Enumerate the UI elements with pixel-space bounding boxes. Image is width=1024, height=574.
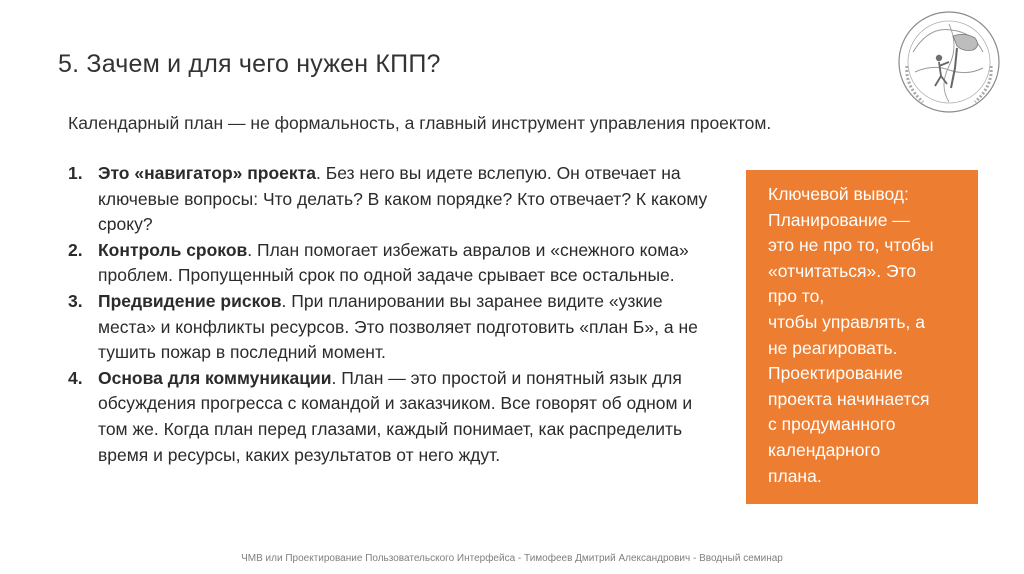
intro-text: Календарный план — не формальность, а главный инструмент управления проектом. bbox=[68, 113, 772, 133]
list-item bbox=[68, 366, 708, 468]
list-item-number: 3. bbox=[68, 290, 83, 311]
list-item-heading: Контроль сроков bbox=[98, 239, 248, 260]
slide-title: 5. Зачем и для чего нужен КПП? bbox=[58, 50, 441, 78]
callout-line: Проектирование bbox=[768, 363, 903, 384]
list-item-heading: Основа для коммуникации bbox=[98, 367, 332, 388]
list-item-text: . План — это простой и понятный язык для обсуждения прогресса с командой и заказчиком. Все говорят об одном и том же. Когда план перед глазами, каждый понимает, как распределить время и ресурсы, каких результатов от него ждут. bbox=[98, 367, 693, 465]
list-item bbox=[68, 238, 708, 289]
callout-line: Планирование — bbox=[768, 209, 910, 230]
callout-line: с продуманного bbox=[768, 414, 896, 435]
reasons-list bbox=[68, 161, 708, 468]
callout-line: «отчитаться». Это bbox=[768, 260, 917, 281]
callout-line: проекта начинается bbox=[768, 388, 930, 409]
list-item-text: . При планировании вы заранее видите «узкие места» и конфликты ресурсов. Это позволяет подготовить «план Б», а не тушить пожар в последний момент. bbox=[98, 290, 698, 363]
list-item bbox=[68, 161, 708, 238]
callout-line: не реагировать. bbox=[768, 337, 898, 358]
key-takeaway-box bbox=[746, 170, 978, 504]
list-item-number: 4. bbox=[68, 367, 83, 388]
slide-footer: ЧМВ или Проектирование Пользовательского Интерфейса - Тимофеев Дмитрий Александрович - Вводный семинар bbox=[241, 553, 783, 564]
list-item bbox=[68, 289, 708, 366]
list-item-number: 2. bbox=[68, 239, 83, 260]
list-item-heading: Предвидение рисков bbox=[98, 290, 282, 311]
callout-line: календарного bbox=[768, 439, 881, 460]
callout-line: чтобы управлять, а bbox=[768, 311, 925, 332]
list-item-number: 1. bbox=[68, 163, 83, 183]
list-item-heading: Это «навигатор» проекта bbox=[98, 163, 316, 183]
emblem-logo-icon bbox=[893, 6, 1005, 118]
list-item-text: . План помогает избежать авралов и «снежного кома» проблем. Пропущенный срок по одной задаче срывает все остальные. bbox=[98, 239, 689, 286]
callout-line: Ключевой вывод: bbox=[768, 184, 909, 204]
callout-line: про то, bbox=[768, 286, 825, 307]
callout-line: это не про то, чтобы bbox=[768, 235, 934, 256]
callout-line: плана. bbox=[768, 465, 822, 486]
list-item-text: . Без него вы идете вслепую. Он отвечает на ключевые вопросы: Что делать? В каком порядке? Кто отвечает? К какому сроку? bbox=[98, 163, 708, 235]
